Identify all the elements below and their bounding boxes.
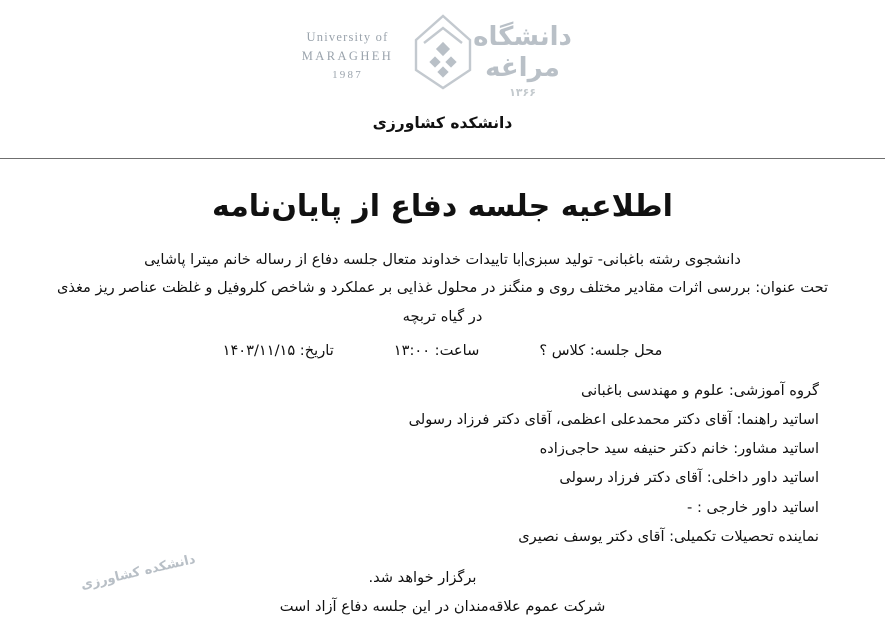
meta-row [56,337,829,365]
text-caret-icon [522,252,523,266]
info-row-graduate-representative: نماینده تحصیلات تکمیلی: آقای دکتر یوسف نصیری [518,527,819,545]
info-row-department: گروه آموزشی: علوم و مهندسی باغبانی [580,381,819,399]
info-lines [56,376,829,551]
intro-line-main: با تاییدات خداوند متعال جلسه دفاع از رساله خانم میترا پاشایی [144,251,522,268]
logo-persian-text [453,22,593,100]
intro-line-cont: دانشجوی رشته باغبانی- تولید سبزی [524,251,741,268]
subject-line [56,274,829,331]
faculty-name: دانشکده کشاورزی [372,114,513,132]
logo-english-text [293,28,403,84]
info-row-supervisors: اساتید راهنما: آقای دکتر محمدعلی اعظمی، آقای دکتر فرزاد رسولی [408,411,819,428]
closing-line-2: شرکت عموم علاقه‌مندان در این جلسه دفاع آزاد است [279,598,606,616]
place-value: محل جلسه: کلاس ؟ [539,342,663,360]
logo-english-line2: MARAGHEH [301,49,394,64]
logo-english-line1: University of [306,30,389,44]
header-logo-band [0,0,885,100]
page-title: اطلاعیه جلسه دفاع از پایان‌نامه [212,189,673,224]
time-value: ساعت: ۱۳:۰۰ [393,342,480,360]
subject-text: بررسی اثرات مقادیر مختلف روی و منگنز در محلول غذایی بر عملکرد و شاخص کلروفیل و غلظت عناصر ریز مغذی در گیاه تربچه [56,279,751,325]
info-row-external-examiners: اساتید داور خارجی : - [687,498,819,516]
logo-persian-year: ۱۳۶۶ [509,86,536,100]
logo-inner [293,8,593,100]
info-row-advisors: اساتید مشاور: خانم دکتر حنیفه سید حاجی‌زاده [539,440,819,458]
logo-wrapper [0,6,885,98]
logo-persian-name: دانشگاه مراغه [473,22,572,84]
info-row-internal-examiners: اساتید داور داخلی: آقای دکتر فرزاد رسولی [559,469,819,487]
header-divider [0,158,885,159]
logo-english-year: 1987 [332,68,363,81]
intro-line [56,246,829,274]
date-value: تاریخ: ۱۴۰۳/۱۱/۱۵ [222,342,334,360]
closing-line-1: برگزار خواهد شد. [368,568,477,586]
footer-stamp: دانشکده کشاورزی [79,551,197,593]
subject-label: تحت عنوان: [755,279,829,297]
